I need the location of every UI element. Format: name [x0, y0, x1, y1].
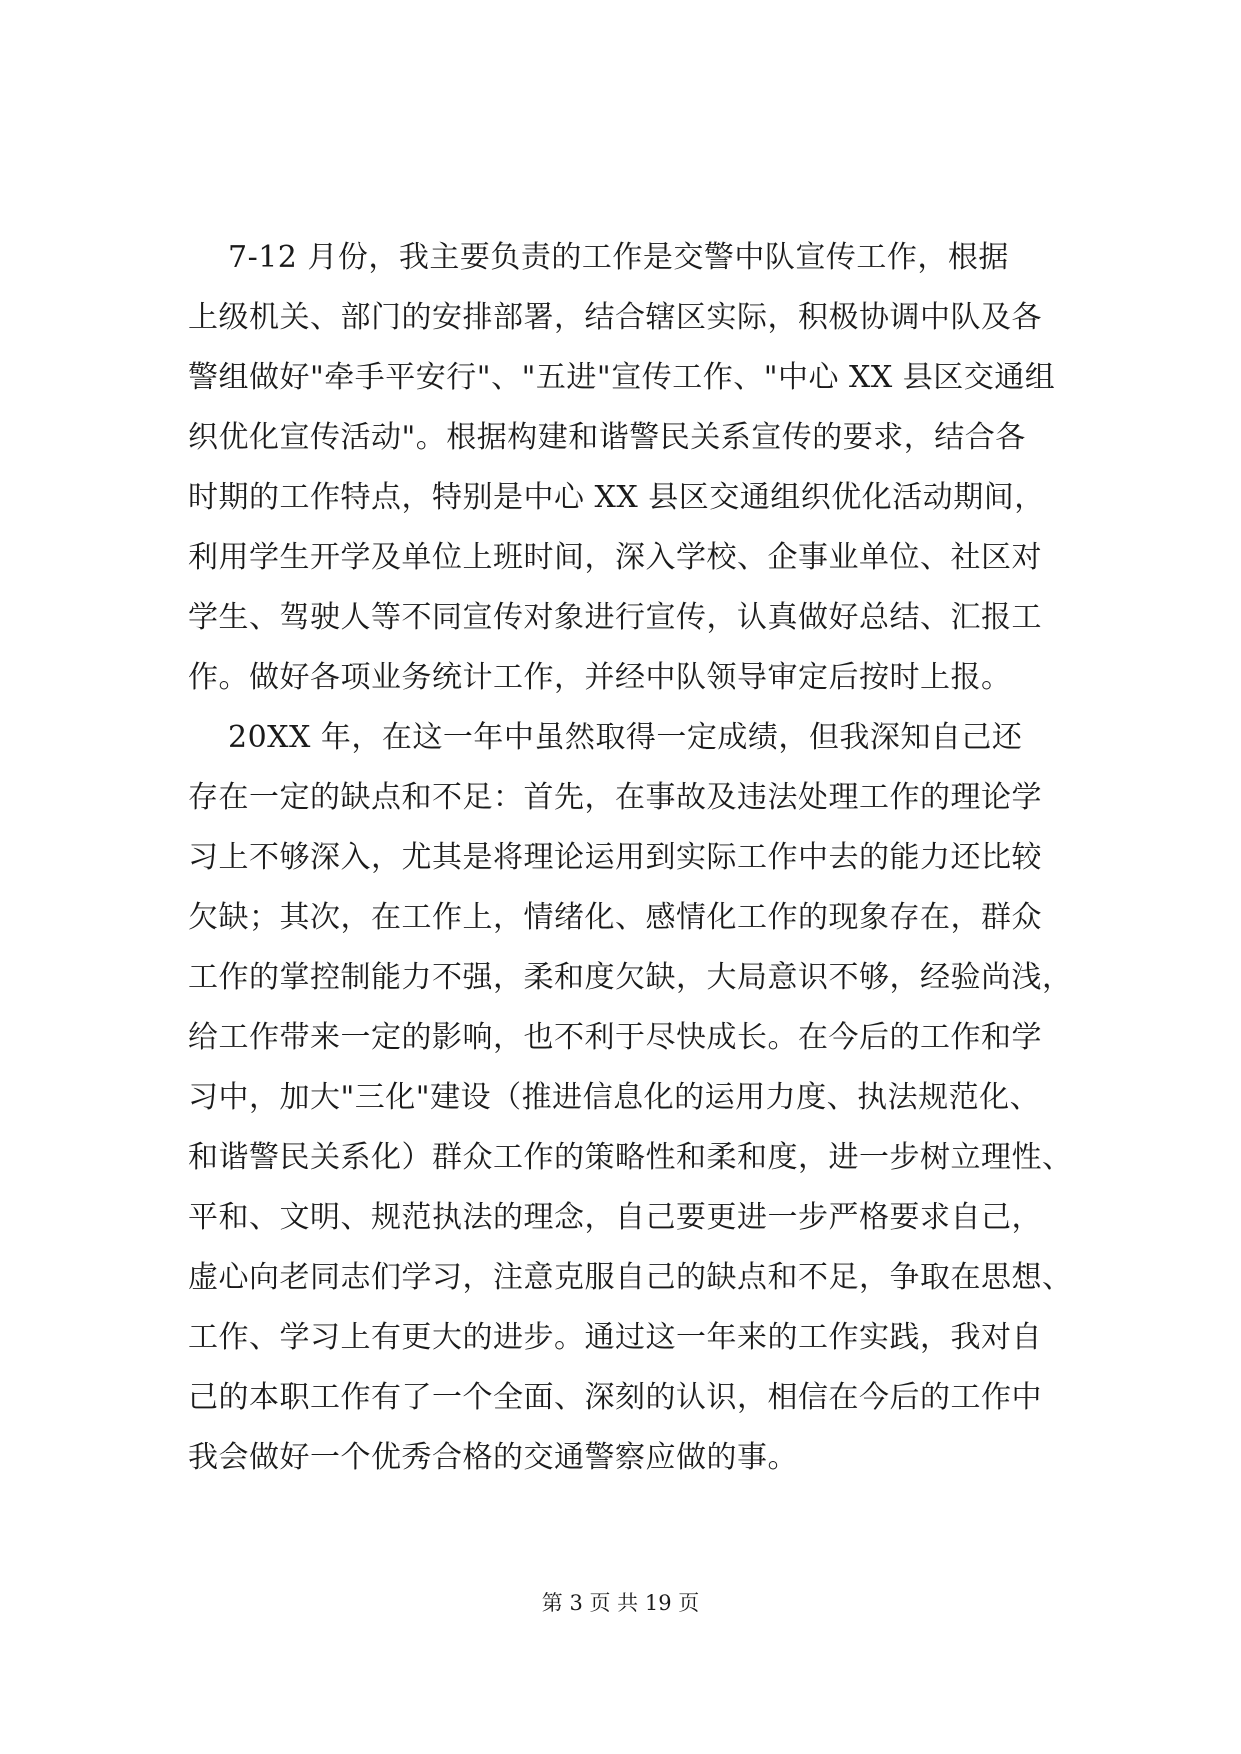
- paragraph-2-line: 习上不够深入，尤其是将理论运用到实际工作中去的能力还比较: [188, 840, 1042, 875]
- paragraph-2-line: 平和、文明、规范执法的理念，自己要更进一步严格要求自己，: [188, 1200, 1042, 1235]
- paragraph-2-line: 虚心向老同志们学习，注意克服自己的缺点和不足，争取在思想、: [188, 1260, 1073, 1295]
- paragraph-2-line: 和谐警民关系化）群众工作的策略性和柔和度，进一步树立理性、: [188, 1140, 1073, 1175]
- paragraph-2-line: 工作的掌控制能力不强，柔和度欠缺，大局意识不够，经验尚浅，: [188, 960, 1073, 995]
- paragraph-1-line: 时期的工作特点，特别是中心 XX 县区交通组织优化活动期间，: [188, 480, 1045, 515]
- paragraph-2-line: 存在一定的缺点和不足：首先，在事故及违法处理工作的理论学: [188, 780, 1042, 815]
- paragraph-1-line: 7-12 月份，我主要负责的工作是交警中队宣传工作，根据: [228, 240, 1009, 275]
- paragraph-1-line: 上级机关、部门的安排部署，结合辖区实际，积极协调中队及各: [188, 300, 1042, 335]
- paragraph-2-line: 20XX 年，在这一年中虽然取得一定成绩，但我深知自己还: [228, 720, 1023, 755]
- paragraph-2-line: 给工作带来一定的影响，也不利于尽快成长。在今后的工作和学: [188, 1020, 1042, 1055]
- paragraph-1-line: 警组做好"牵手平安行"、"五进"宣传工作、"中心 XX 县区交通组: [188, 360, 1056, 395]
- paragraph-2-line: 欠缺；其次，在工作上，情绪化、感情化工作的现象存在，群众: [188, 900, 1042, 935]
- paragraph-2-line: 工作、学习上有更大的进步。通过这一年来的工作实践，我对自: [188, 1320, 1042, 1355]
- paragraph-2-line: 我会做好一个优秀合格的交通警察应做的事。: [188, 1440, 798, 1475]
- paragraph-1-line: 利用学生开学及单位上班时间，深入学校、企事业单位、社区对: [188, 540, 1042, 575]
- paragraph-2-line: 己的本职工作有了一个全面、深刻的认识，相信在今后的工作中: [188, 1380, 1042, 1415]
- page-number-footer: 第 3 页 共 19 页: [541, 1591, 700, 1615]
- paragraph-1-line: 织优化宣传活动"。根据构建和谐警民关系宣传的要求，结合各: [188, 420, 1026, 455]
- paragraph-2-line: 习中，加大"三化"建设（推进信息化的运用力度、执法规范化、: [188, 1080, 1041, 1115]
- paragraph-1-line: 作。做好各项业务统计工作，并经中队领导审定后按时上报。: [188, 660, 1012, 695]
- paragraph-1-line: 学生、驾驶人等不同宣传对象进行宣传，认真做好总结、汇报工: [188, 600, 1042, 635]
